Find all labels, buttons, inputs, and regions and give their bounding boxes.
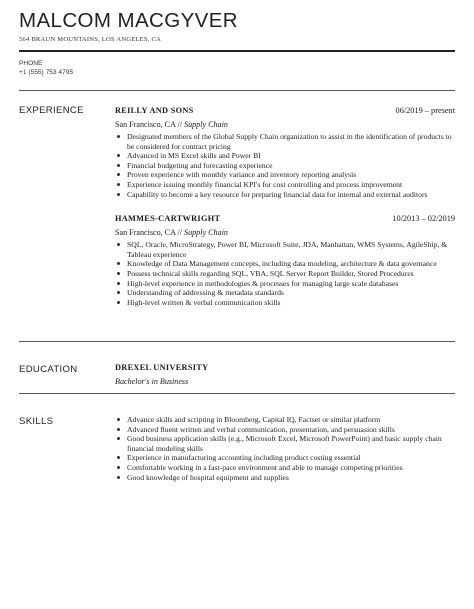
- bullet-dot-icon: [117, 164, 120, 167]
- bullet-text: SQL, Oracle, MicroStrategy, Power BI, Microsoft Suite, JDA, Manhattan, WMS Systems, AgileShip, & Tableau experience: [127, 240, 448, 259]
- job-bullets: [115, 132, 455, 199]
- education-section: [115, 363, 455, 387]
- employer-name: HAMMES-CARTWRIGHT: [115, 214, 221, 224]
- job-dates: 06/2019 – present: [395, 106, 455, 115]
- job-location-line: [115, 119, 455, 130]
- school-name: DREXEL UNIVERSITY: [115, 363, 209, 372]
- bullet-item: [115, 288, 455, 298]
- skill-text: Comfortable working in a fast-pace environment and able to manage competing priorities: [127, 462, 403, 472]
- bullet-item: [115, 298, 455, 308]
- skill-item: [115, 415, 455, 425]
- job-separator: //: [175, 120, 185, 129]
- bullet-text: High-level written & verbal communication skills: [127, 297, 281, 307]
- education-section-title: EDUCATION: [19, 364, 78, 375]
- job-header: [115, 106, 455, 118]
- phone-label: PHONE: [19, 60, 43, 67]
- bullet-dot-icon: [117, 437, 120, 440]
- skill-item: [115, 453, 455, 463]
- bullet-text: Proven experience with monthly variance and inventory reporting analysis: [127, 170, 357, 180]
- skills-section-title: SKILLS: [19, 416, 54, 427]
- skill-text: Advance skills and scripting in Bloomberg, Capital IQ, Factset or similar platform: [127, 415, 381, 424]
- bullet-dot-icon: [117, 193, 120, 196]
- skills-list: [115, 415, 455, 482]
- bullet-item: [115, 161, 455, 171]
- job-dates: 10/2013 – 02/2019: [392, 214, 455, 224]
- experience-divider: [19, 341, 455, 342]
- bullet-text: Advanced in MS Excel skills and Power BI: [127, 151, 261, 161]
- bullet-dot-icon: [117, 291, 120, 294]
- employer-name: REILLY AND SONS: [115, 106, 194, 115]
- experience-section-title: EXPERIENCE: [19, 105, 84, 116]
- job-separator: //: [175, 228, 185, 238]
- skill-item: [115, 463, 455, 473]
- phone-value: +1 (555) 753 4795: [19, 69, 74, 76]
- bullet-text: Capability to become a key resource for preparing financial data for internal and external auditors: [127, 189, 428, 199]
- job-bullets: [115, 240, 455, 307]
- bullet-dot-icon: [117, 272, 120, 275]
- bullet-dot-icon: [117, 301, 120, 304]
- bullet-item: [115, 151, 455, 161]
- job-role: Supply Chain: [184, 228, 228, 238]
- bullet-dot-icon: [117, 476, 120, 479]
- header-divider: [19, 50, 455, 52]
- job-location: San Francisco, CA: [115, 120, 176, 129]
- bullet-dot-icon: [117, 282, 120, 285]
- bullet-item: [115, 279, 455, 289]
- job-entry: [115, 214, 455, 307]
- skill-text: Good business application skills (e.g., Microsoft Excel, Microsoft PowerPoint) and basic supply chain financial modeling skills: [127, 434, 442, 453]
- bullet-item: [115, 180, 455, 190]
- skill-text: Experience in manufacturing accounting including product costing essential: [127, 453, 361, 463]
- bullet-dot-icon: [117, 154, 120, 157]
- bullet-text: Experience issuing monthly financial KPI's for cost controlling and process improvement: [127, 179, 403, 189]
- bullet-text: Designated members of the Global Supply Chain organization to assist in the identification of products to be considered for contract pricing: [127, 132, 452, 151]
- education-divider: [19, 393, 455, 394]
- skills-section: [115, 415, 455, 482]
- bullet-text: Financial budgeting and forecasting experience: [127, 160, 273, 170]
- bullet-dot-icon: [117, 456, 120, 459]
- job-entry: [115, 106, 455, 199]
- bullet-dot-icon: [117, 173, 120, 176]
- job-list: [115, 106, 455, 307]
- bullet-dot-icon: [117, 135, 120, 138]
- skill-text: Good knowledge of hospital equipment and supplies: [127, 472, 289, 482]
- bullet-dot-icon: [117, 183, 120, 186]
- contact-divider: [19, 90, 455, 91]
- bullet-dot-icon: [117, 262, 120, 265]
- job-header: [115, 214, 455, 226]
- bullet-item: [115, 259, 455, 269]
- bullet-item: [115, 190, 455, 200]
- candidate-address: 564 BRAUN MOUNTAINS, LOS ANGELES, CA: [19, 36, 162, 43]
- bullet-dot-icon: [117, 466, 120, 469]
- skill-item: [115, 425, 455, 435]
- candidate-name: MALCOM MACGYVER: [19, 9, 238, 32]
- bullet-dot-icon: [117, 418, 120, 421]
- degree: Bachelor's in Business: [115, 377, 189, 386]
- bullet-text: High-level experience in methodologies & processes for managing large scale databases: [127, 278, 399, 288]
- skill-item: [115, 473, 455, 483]
- bullet-dot-icon: [117, 243, 120, 246]
- skill-item: [115, 434, 455, 453]
- bullet-item: [115, 240, 455, 259]
- job-location: San Francisco, CA: [115, 228, 176, 238]
- job-location-line: [115, 227, 455, 238]
- job-role: Supply Chain: [184, 120, 228, 129]
- bullet-item: [115, 170, 455, 180]
- bullet-dot-icon: [117, 428, 120, 431]
- skill-text: Advanced fluent written and verbal communication, presentation, and persuasion skills: [127, 424, 395, 434]
- bullet-text: Understanding of addressing & metadata standards: [127, 288, 284, 298]
- bullet-text: Possess technical skills regarding SQL, VBA, SQL Server Report Builder, Stored Procedures: [127, 268, 414, 278]
- experience-section: [115, 106, 455, 307]
- bullet-text: Knowledge of Data Management concepts, including data modeling, architecture & data governance: [127, 259, 437, 269]
- bullet-item: [115, 132, 455, 151]
- bullet-item: [115, 269, 455, 279]
